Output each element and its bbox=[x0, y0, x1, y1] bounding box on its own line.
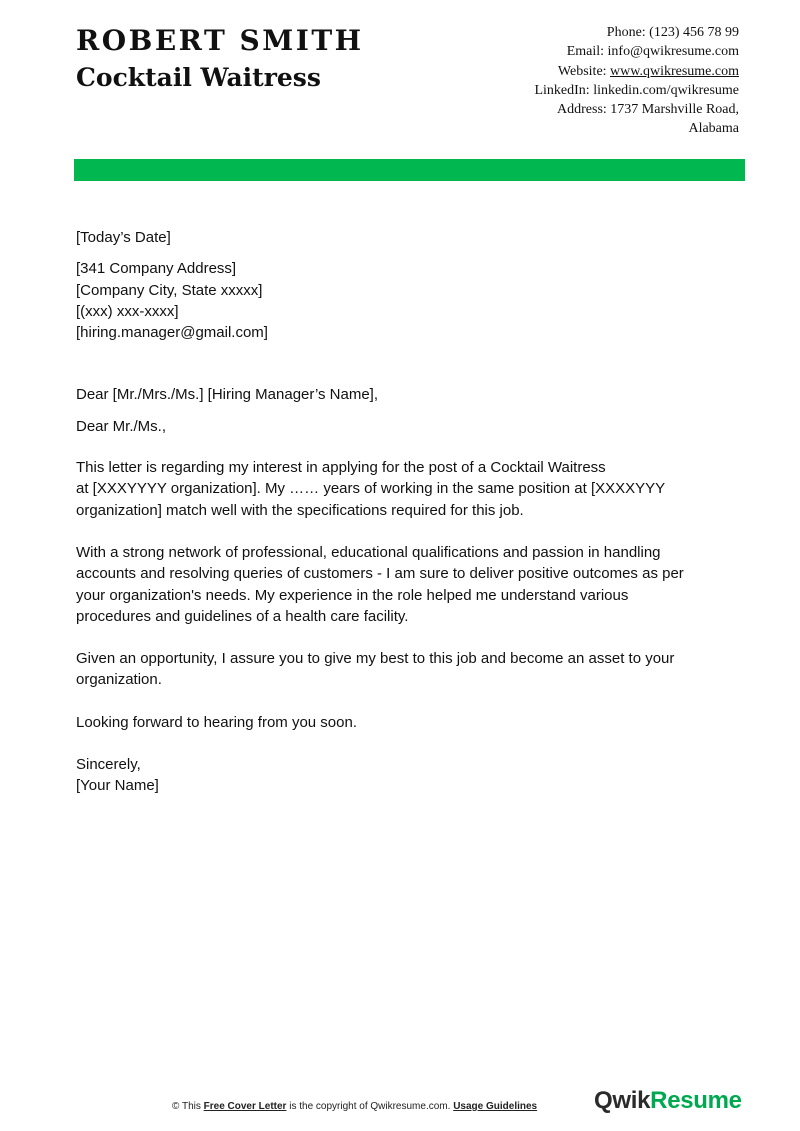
salutation-primary: Dear [Mr./Mrs./Ms.] [Hiring Manager’s Name], bbox=[76, 386, 379, 404]
paragraph-line: This letter is regarding my interest in applying for the post of a Cocktail Waitress bbox=[76, 459, 606, 477]
paragraph-qualifications bbox=[76, 542, 736, 627]
accent-divider bbox=[74, 159, 745, 181]
contact-phone: Phone: (123) 456 78 99 bbox=[606, 25, 739, 40]
contact-address-line1: Address: 1737 Marshville Road, bbox=[557, 102, 739, 118]
closing: Sincerely, bbox=[76, 756, 141, 774]
job-title: Cocktail Waitress bbox=[76, 63, 321, 92]
salutation-secondary: Dear Mr./Ms., bbox=[76, 417, 167, 435]
copyright-note bbox=[172, 1101, 537, 1112]
free-cover-letter-link[interactable]: Free Cover Letter bbox=[203, 1101, 287, 1112]
logo-part-qwik: Qwik bbox=[594, 1087, 651, 1114]
applicant-name: ROBERT SMITH bbox=[76, 24, 364, 57]
recipient-phone: [(xxx) xxx-xxxx] bbox=[76, 302, 179, 320]
contact-email: Email: info@qwikresume.com bbox=[566, 44, 739, 60]
recipient-email: [hiring.manager@gmail.com] bbox=[76, 324, 268, 342]
letter-date: [Today’s Date] bbox=[76, 229, 171, 246]
copyright-prefix: © This bbox=[172, 1101, 204, 1112]
recipient-address: [341 Company Address] bbox=[76, 260, 237, 278]
paragraph-opportunity bbox=[76, 648, 736, 691]
paragraph-closing-line: Looking forward to hearing from you soon. bbox=[76, 713, 357, 731]
paragraph-line: With a strong network of professional, educational qualifications and passion in handling bbox=[76, 543, 661, 561]
paragraph-line: organization] match well with the specifications required for this job. bbox=[76, 501, 524, 519]
paragraph-intro bbox=[76, 457, 736, 521]
recipient-block bbox=[76, 258, 736, 343]
logo-part-resume: Resume bbox=[650, 1087, 742, 1114]
contact-linkedin: LinkedIn: linkedin.com/qwikresume bbox=[534, 82, 739, 98]
website-link[interactable]: www.qwikresume.com bbox=[610, 63, 739, 79]
recipient-city-state: [Company City, State xxxxx] bbox=[76, 281, 263, 299]
usage-guidelines-link[interactable]: Usage Guidelines bbox=[453, 1101, 538, 1112]
qwikresume-logo[interactable] bbox=[594, 1087, 742, 1115]
letter-body bbox=[76, 227, 736, 797]
paragraph-line: Given an opportunity, I assure you to give my best to this job and become an asset to your bbox=[76, 650, 675, 668]
contact-address-line2: Alabama bbox=[688, 121, 739, 137]
paragraph-line: accounts and resolving queries of customers - I am sure to deliver positive outcomes as per bbox=[76, 565, 684, 583]
paragraph-line: at [XXXYYYY organization]. My …… years of working in the same position at [XXXXYYY bbox=[76, 480, 666, 498]
contact-website bbox=[439, 62, 739, 81]
contact-block bbox=[439, 23, 739, 139]
paragraph-line: procedures and guidelines of a health care facility. bbox=[76, 607, 409, 625]
signature: [Your Name] bbox=[76, 777, 159, 795]
copyright-middle: is the copyright of Qwikresume.com. bbox=[286, 1101, 454, 1112]
website-label: Website: bbox=[557, 63, 611, 79]
paragraph-line: organization. bbox=[76, 671, 162, 689]
footer bbox=[0, 1087, 800, 1119]
paragraph-line: your organization's needs. My experience in the role helped me understand various bbox=[76, 586, 629, 604]
